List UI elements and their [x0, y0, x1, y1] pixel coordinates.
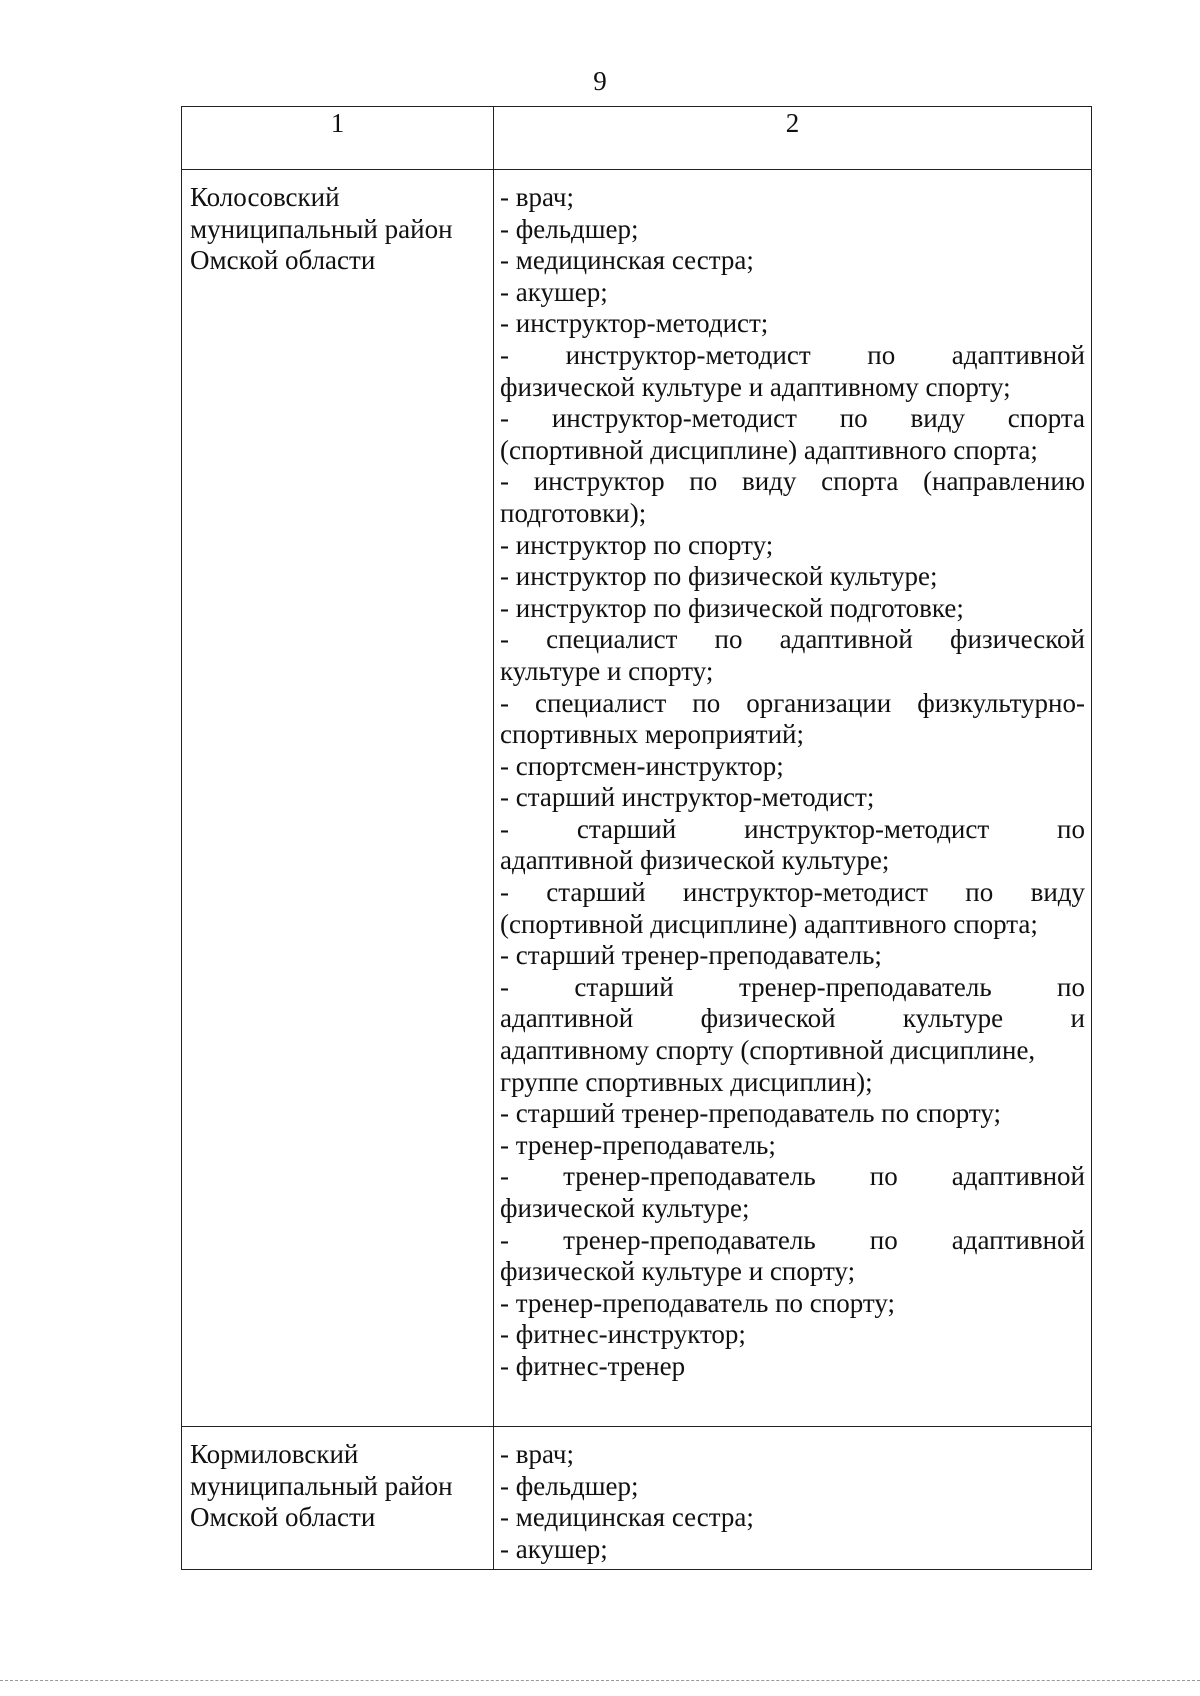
position-line: - инструктор-методист; [500, 308, 769, 339]
position-line: - тренер-преподаватель по адаптивной [500, 1161, 1085, 1192]
region-cell [182, 170, 494, 1427]
position-line: - инструктор по виду спорта (направлению [500, 466, 1085, 497]
position-line: - фельдшер; [500, 1470, 639, 1501]
region-name-line: Омской области [190, 1502, 376, 1533]
region-name-line: муниципальный район [190, 213, 453, 244]
position-line: - специалист по организации физкультурно- [500, 687, 1085, 718]
position-line: - медицинская сестра; [500, 245, 754, 276]
position-line: - специалист по адаптивной физической [500, 624, 1085, 655]
position-line: подготовки); [500, 497, 647, 528]
position-line: адаптивному спорту (спортивной дисциплине, [500, 1035, 1036, 1066]
column-header-2: 2 [494, 107, 1092, 170]
region-name-line: Кормиловский [190, 1439, 359, 1469]
region-cell [182, 1427, 494, 1570]
position-line: - медицинская сестра; [500, 1502, 754, 1533]
position-line: - тренер-преподаватель по спорту; [500, 1287, 895, 1318]
position-line: физической культуре и спорту; [500, 1256, 856, 1287]
position-line: - старший инструктор-методист по виду [500, 877, 1085, 908]
region-name-line: муниципальный район [190, 1470, 453, 1501]
position-line: (спортивной дисциплине) адаптивного спорта; [500, 434, 1038, 465]
region-name-line: Колосовский [190, 182, 340, 212]
position-line: - врач; [500, 1439, 574, 1469]
column-header-1: 1 [182, 107, 494, 170]
position-line: - акушер; [500, 276, 608, 307]
position-line: - старший тренер-преподаватель; [500, 940, 882, 971]
position-line: физической культуре; [500, 1193, 750, 1223]
position-line: адаптивной физической культуре; [500, 845, 890, 876]
page-number: 9 [593, 66, 607, 96]
position-line: - фитнес-тренер [500, 1350, 686, 1381]
position-line: - врач; [500, 182, 574, 212]
position-line: культуре и спорту; [500, 655, 714, 686]
position-line: - тренер-преподаватель; [500, 1129, 776, 1160]
position-line: адаптивной физической культуре и [500, 1003, 1085, 1034]
position-line: - акушер; [500, 1533, 608, 1564]
table-row [182, 1427, 1092, 1570]
position-line: - фитнес-инструктор; [500, 1319, 746, 1350]
position-line: - инструктор по физической подготовке; [500, 592, 964, 623]
table-header-row [182, 107, 1092, 170]
position-line: - инструктор по физической культуре; [500, 561, 938, 592]
position-line: - старший тренер-преподаватель по [500, 971, 1085, 1002]
scan-edge-divider [0, 1680, 1200, 1681]
position-line: (спортивной дисциплине) адаптивного спорта; [500, 908, 1038, 939]
position-line: - инструктор-методист по адаптивной [500, 339, 1085, 370]
position-line: - тренер-преподаватель по адаптивной [500, 1224, 1085, 1255]
positions-table [181, 106, 1092, 1570]
position-line: спортивных мероприятий; [500, 719, 805, 750]
region-name-line: Омской области [190, 245, 376, 276]
position-line: - инструктор по спорту; [500, 529, 774, 560]
position-line: - спортсмен-инструктор; [500, 750, 784, 781]
position-line: - старший тренер-преподаватель по спорту; [500, 1098, 1002, 1129]
positions-cell [494, 170, 1092, 1427]
positions-cell [494, 1427, 1092, 1570]
table-row [182, 170, 1092, 1427]
position-line: физической культуре и адаптивному спорту; [500, 371, 1011, 402]
position-line: - фельдшер; [500, 213, 639, 244]
position-line: - старший инструктор-методист по [500, 813, 1085, 844]
position-line: - старший инструктор-методист; [500, 782, 875, 813]
position-line: - инструктор-методист по виду спорта [500, 403, 1085, 434]
position-line: группе спортивных дисциплин); [500, 1066, 873, 1097]
